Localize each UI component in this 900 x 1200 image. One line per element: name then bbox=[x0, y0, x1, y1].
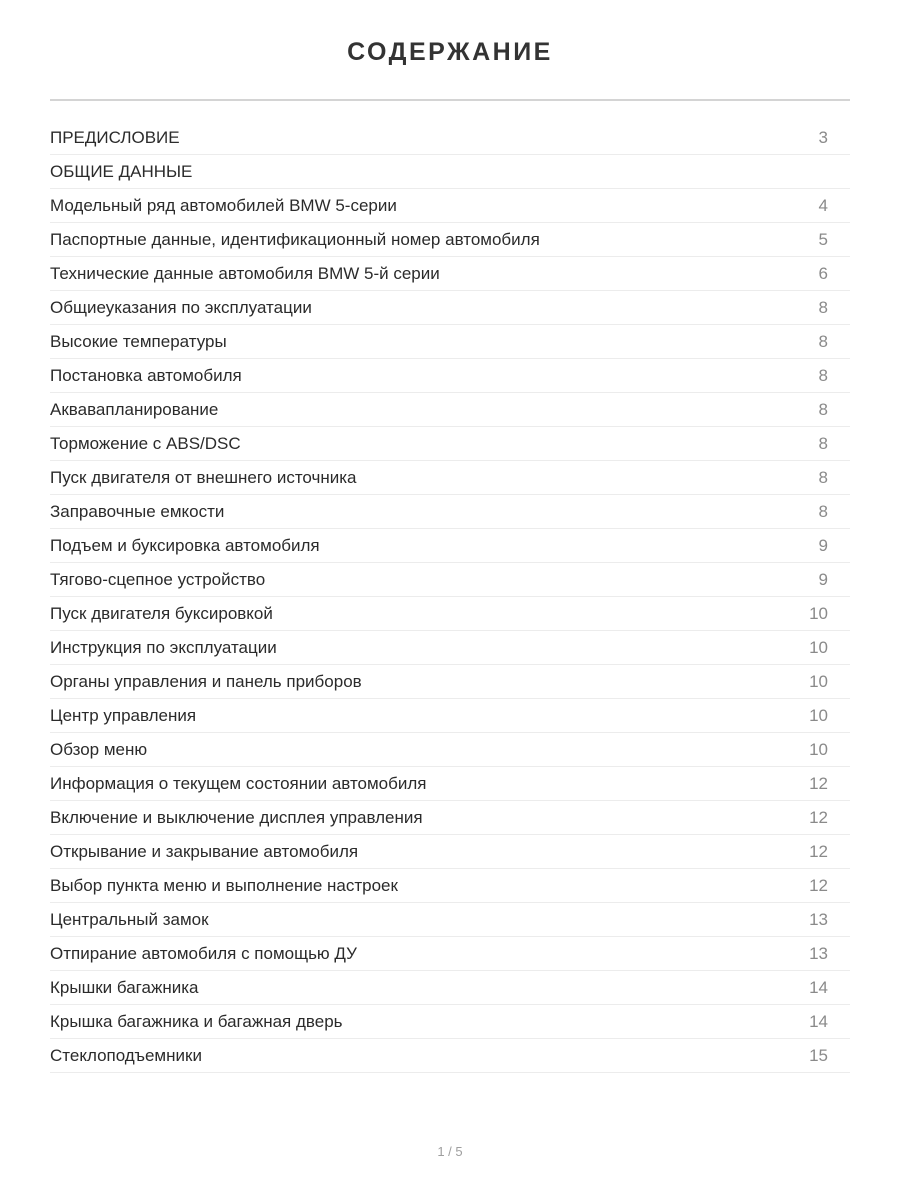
toc-entry-title: Центр управления bbox=[50, 705, 197, 725]
toc-entry[interactable] bbox=[50, 393, 850, 427]
toc-entry-page-number: 3 bbox=[818, 127, 828, 147]
toc-entry-page-number: 12 bbox=[809, 773, 828, 793]
page-indicator: 1 / 5 bbox=[437, 1144, 463, 1159]
toc-entry[interactable] bbox=[50, 801, 850, 835]
toc-entry[interactable] bbox=[50, 971, 850, 1005]
toc-entry-title: Пуск двигателя от внешнего источника bbox=[50, 467, 357, 487]
toc-entry-page-number: 10 bbox=[809, 637, 828, 657]
toc-entry-title: Обзор меню bbox=[50, 739, 148, 759]
toc-entry[interactable] bbox=[50, 223, 850, 257]
page-title: СОДЕРЖАНИЕ bbox=[347, 38, 553, 66]
toc-entry-page-number: 10 bbox=[809, 671, 828, 691]
toc-entry-title: Крышки багажника bbox=[50, 977, 199, 997]
toc-entry[interactable] bbox=[50, 359, 850, 393]
toc-entry-title: Постановка автомобиля bbox=[50, 365, 242, 385]
title-divider bbox=[50, 99, 850, 101]
toc-entry-title: Высокие температуры bbox=[50, 331, 227, 351]
toc-entry[interactable] bbox=[50, 699, 850, 733]
toc-entry-page-number: 12 bbox=[809, 807, 828, 827]
toc-entry-page-number: 8 bbox=[818, 365, 828, 385]
toc-entry[interactable] bbox=[50, 665, 850, 699]
toc-entry[interactable] bbox=[50, 529, 850, 563]
toc-entry-title: Паспортные данные, идентификационный номер автомобиля bbox=[50, 229, 540, 249]
toc-entry[interactable] bbox=[50, 325, 850, 359]
toc-entry-title: Отпирание автомобиля с помощью ДУ bbox=[50, 943, 357, 963]
toc-entry[interactable] bbox=[50, 733, 850, 767]
toc-entry-title: Открывание и закрывание автомобиля bbox=[50, 841, 359, 861]
toc-entry-page-number: 6 bbox=[818, 263, 828, 283]
toc-entry-title: Пуск двигателя буксировкой bbox=[50, 603, 273, 623]
toc-entry-title: ПРЕДИСЛОВИЕ bbox=[50, 127, 180, 147]
toc-entry-page-number: 8 bbox=[818, 399, 828, 419]
toc-entry-page-number: 10 bbox=[809, 603, 828, 623]
toc-entry[interactable] bbox=[50, 597, 850, 631]
toc-entry-title: Включение и выключение дисплея управления bbox=[50, 807, 423, 827]
toc-entry-page-number: 9 bbox=[818, 535, 828, 555]
toc-entry-title: Стеклоподъемники bbox=[50, 1045, 202, 1065]
toc-entry[interactable] bbox=[50, 1039, 850, 1073]
toc-entry-page-number: 14 bbox=[809, 977, 828, 997]
toc-entry[interactable] bbox=[50, 563, 850, 597]
toc-entry-page-number: 5 bbox=[818, 229, 828, 249]
table-of-contents bbox=[50, 121, 850, 1073]
toc-entry-title: Торможение с ABS/DSC bbox=[50, 433, 241, 453]
toc-entry-page-number: 10 bbox=[809, 739, 828, 759]
toc-entry-title: Выбор пункта меню и выполнение настроек bbox=[50, 875, 398, 895]
toc-entry-page-number: 13 bbox=[809, 943, 828, 963]
toc-entry-title: Аквавапланирование bbox=[50, 399, 219, 419]
toc-entry-page-number: 9 bbox=[818, 569, 828, 589]
toc-entry[interactable] bbox=[50, 1005, 850, 1039]
toc-entry-title: Технические данные автомобиля BMW 5-й серии bbox=[50, 263, 440, 283]
toc-entry[interactable] bbox=[50, 937, 850, 971]
toc-entry-title: Органы управления и панель приборов bbox=[50, 671, 362, 691]
toc-entry-title: Общиеуказания по эксплуатации bbox=[50, 297, 312, 317]
toc-entry-page-number: 8 bbox=[818, 297, 828, 317]
toc-entry[interactable] bbox=[50, 257, 850, 291]
toc-entry-title: Модельный ряд автомобилей BMW 5-серии bbox=[50, 195, 397, 215]
toc-entry-title: Заправочные емкости bbox=[50, 501, 225, 521]
toc-entry-title: ОБЩИЕ ДАННЫЕ bbox=[50, 161, 193, 181]
toc-entry-title: Центральный замок bbox=[50, 909, 209, 929]
toc-entry-page-number: 8 bbox=[818, 467, 828, 487]
toc-entry[interactable] bbox=[50, 631, 850, 665]
toc-entry-page-number: 8 bbox=[818, 331, 828, 351]
toc-entry-page-number: 12 bbox=[809, 841, 828, 861]
toc-entry[interactable] bbox=[50, 495, 850, 529]
toc-entry[interactable] bbox=[50, 155, 850, 189]
toc-entry[interactable] bbox=[50, 767, 850, 801]
toc-entry-page-number: 10 bbox=[809, 705, 828, 725]
toc-entry-page-number: 4 bbox=[818, 195, 828, 215]
toc-entry[interactable] bbox=[50, 427, 850, 461]
toc-entry[interactable] bbox=[50, 189, 850, 223]
toc-entry[interactable] bbox=[50, 121, 850, 155]
toc-entry-title: Инструкция по эксплуатации bbox=[50, 637, 277, 657]
toc-entry[interactable] bbox=[50, 903, 850, 937]
toc-entry-title: Информация о текущем состоянии автомобиля bbox=[50, 773, 427, 793]
toc-entry[interactable] bbox=[50, 869, 850, 903]
toc-entry[interactable] bbox=[50, 291, 850, 325]
toc-entry-title: Крышка багажника и багажная дверь bbox=[50, 1011, 343, 1031]
toc-entry-title: Подъем и буксировка автомобиля bbox=[50, 535, 320, 555]
toc-entry-title: Тягово-сцепное устройство bbox=[50, 569, 266, 589]
toc-entry-page-number: 12 bbox=[809, 875, 828, 895]
toc-entry-page-number: 15 bbox=[809, 1045, 828, 1065]
toc-entry[interactable] bbox=[50, 461, 850, 495]
toc-entry-page-number: 8 bbox=[818, 501, 828, 521]
toc-entry-page-number: 13 bbox=[809, 909, 828, 929]
toc-entry[interactable] bbox=[50, 835, 850, 869]
toc-entry-page-number: 14 bbox=[809, 1011, 828, 1031]
toc-entry-page-number: 8 bbox=[818, 433, 828, 453]
